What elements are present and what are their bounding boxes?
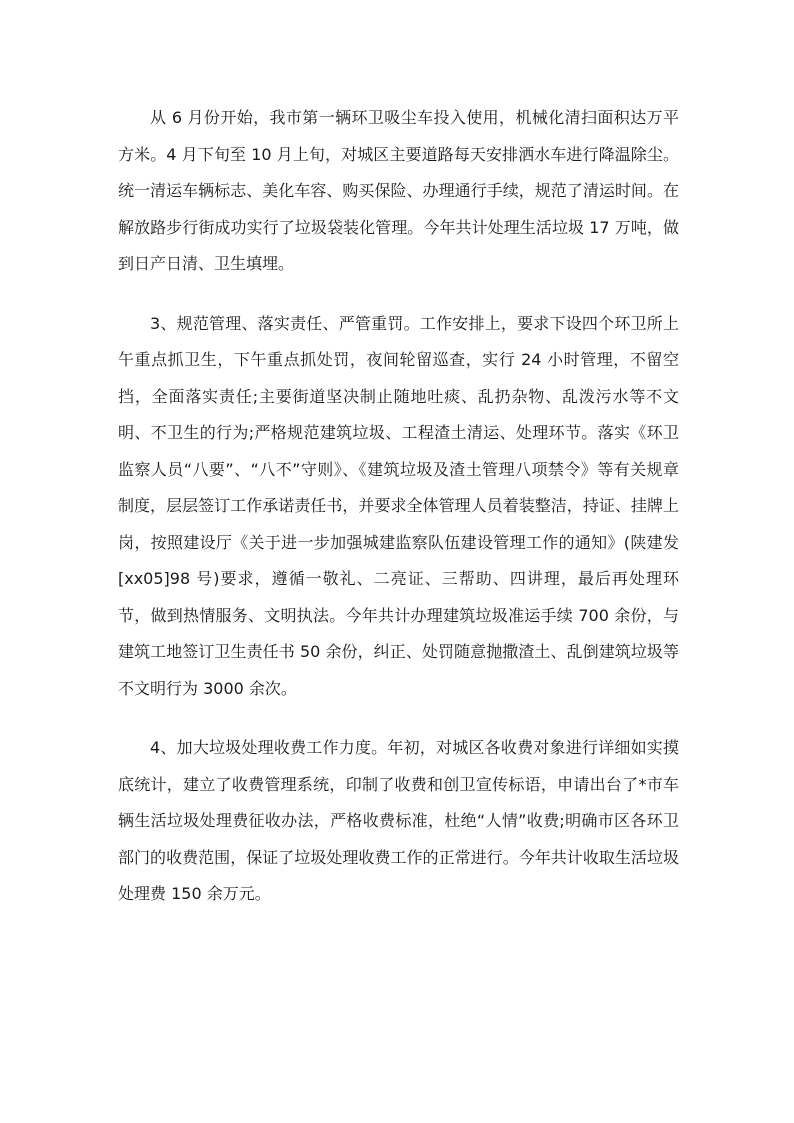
paragraph-sanitation-cleaning: 从 6 月份开始，我市第一辆环卫吸尘车投入使用，机械化清扫面积达万平方米。4 月下旬至 10 月上旬，对城区主要道路每天安排洒水车进行降温除尘。统一清运车辆标志、美化车容、购买保险、办理通行手续，规范了清运时间。在解放路步行街成功实行了垃圾袋装化管理。今年共计处理生活垃圾 17 万吨，做到日产日清、卫生填埋。 <box>118 108 679 273</box>
document-body <box>118 100 679 913</box>
paragraph-waste-fee-collection: 4、加大垃圾处理收费工作力度。年初，对城区各收费对象进行详细如实摸底统计，建立了收费管理系统，印制了收费和创卫宣传标语，申请出台了*市车辆生活垃圾处理费征收办法，严格收费标准，杜绝“人情”收费;明确市区各环卫部门的收费范围，保证了垃圾处理收费工作的正常进行。今年共计收取生活垃圾处理费 150 余万元。 <box>118 738 679 903</box>
paragraph-management-responsibility: 3、规范管理、落实责任、严管重罚。工作安排上，要求下设四个环卫所上午重点抓卫生，下午重点抓处罚，夜间轮留巡查，实行 24 小时管理，不留空挡，全面落实责任;主要街道坚决制止随地吐痰、乱扔杂物、乱泼污水等不文明、不卫生的行为;严格规范建筑垃圾、工程渣土清运、处理环节。落实《环卫监察人员“八要”、“八不”守则》、《建筑垃圾及渣土管理八项禁令》等有关规章制度，层层签订工作承诺责任书，并要求全体管理人员着装整洁，持证、挂牌上岗，按照建设厅《关于进一步加强城建监察队伍建设管理工作的通知》(陕建发[xx05]98 号)要求，遵循一敬礼、二亮证、三帮助、四讲理，最后再处理环节，做到热情服务、文明执法。今年共计办理建筑垃圾准运手续 700 余份，与建筑工地签订卫生责任书 50 余份，纠正、处罚随意抛撒渣土、乱倒建筑垃圾等不文明行为 3000 余次。 <box>118 313 679 698</box>
